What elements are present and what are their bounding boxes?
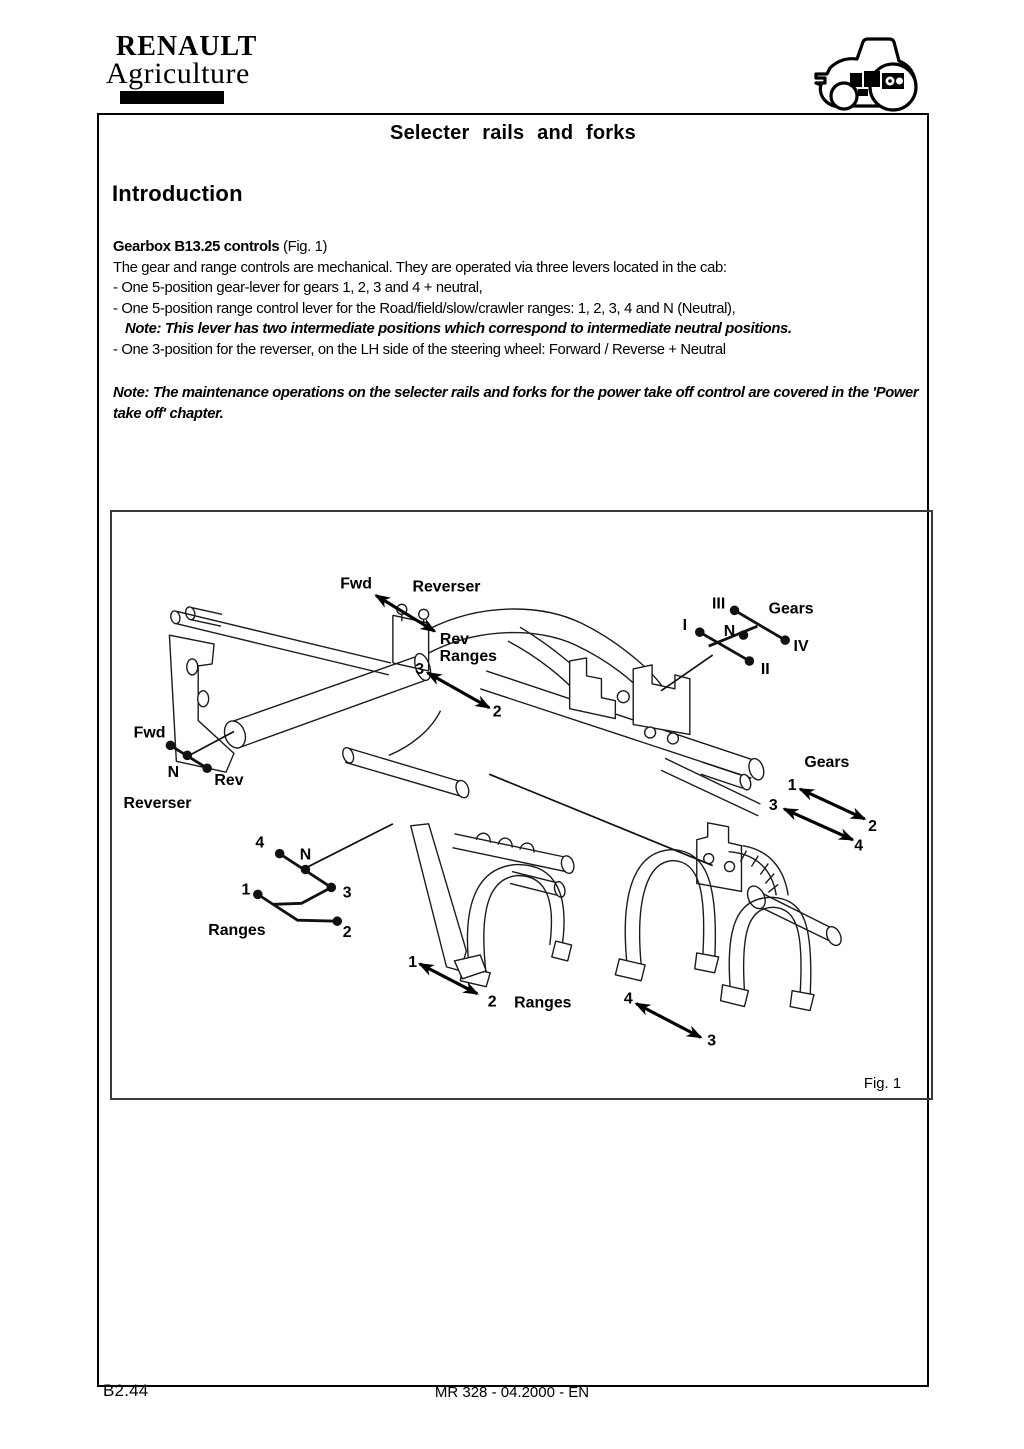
section-heading: Introduction — [112, 181, 243, 206]
intro-bullet-3: - One 3-position for the reverser, on the LH side of the steering wheel: Forward / Reverse + Neutral — [113, 341, 726, 358]
label-ranges-left-4: 4 — [255, 834, 265, 852]
label-gears-right-4: 4 — [854, 837, 864, 855]
label-top-fwd: Fwd — [340, 575, 372, 593]
label-ranges-left-n: N — [299, 846, 312, 864]
label-gears-right: Gears — [804, 754, 850, 772]
label-ranges-left: Ranges — [208, 922, 266, 940]
label-ranges-bottom: Ranges — [514, 994, 572, 1012]
tractor-icon — [806, 26, 926, 118]
label-ranges-br-3: 3 — [707, 1032, 717, 1050]
label-gears-top-n: N — [723, 623, 736, 641]
label-left-reverser: Reverser — [123, 794, 192, 812]
intro-bullet-2: - One 5-position range control lever for the Road/field/slow/crawler ranges: 1, 2, 3, 4 and N (Neutral), — [113, 300, 736, 317]
label-gears-top-iii: III — [712, 595, 726, 613]
logo-line2: Agriculture — [106, 57, 250, 90]
label-top-rev: Rev — [439, 631, 470, 649]
central-selector-assembly — [341, 658, 767, 987]
label-top-reverser: Reverser — [412, 578, 481, 596]
arrow-gears-3-4 — [784, 809, 853, 840]
label-gears-top-i: I — [682, 617, 688, 635]
content-frame — [97, 113, 929, 1387]
figure-labels — [124, 575, 902, 1092]
selector-rails-and-forks-art — [169, 604, 844, 1010]
intro-paragraph: The gear and range controls are mechanical. They are operated via three levers located in the cab: — [113, 259, 727, 276]
figure-1-frame — [110, 510, 933, 1100]
label-top-ranges-2: 2 — [492, 703, 502, 721]
intro-bullet-1: - One 5-position gear-lever for gears 1, 2, 3 and 4 + neutral, — [113, 280, 483, 296]
label-ranges-br-4: 4 — [623, 990, 633, 1008]
label-left-n: N — [167, 764, 180, 782]
right-selector-assembly — [615, 823, 844, 1011]
label-top-ranges: Ranges — [439, 647, 498, 665]
label-ranges-left-1: 1 — [241, 881, 251, 899]
label-gears-right-3: 3 — [768, 796, 778, 814]
label-top-ranges-3: 3 — [415, 660, 425, 678]
logo-line1: RENAULT — [116, 31, 258, 62]
label-left-rev: Rev — [214, 772, 244, 790]
arrow-ranges-bottom-right — [636, 1004, 701, 1038]
intro-text — [113, 237, 919, 360]
maintenance-note: Note: The maintenance operations on the selecter rails and forks for the power take off control are covered in the 'Power take off' chapter. — [113, 385, 919, 422]
figure-1-drawing — [112, 512, 927, 1094]
label-ranges-left-2: 2 — [342, 924, 352, 942]
label-ranges-bottom-2: 2 — [487, 993, 497, 1011]
label-ranges-bottom-1: 1 — [408, 953, 418, 971]
figure-caption: Fig. 1 — [863, 1076, 902, 1093]
label-gears-right-2: 2 — [868, 817, 877, 835]
arrow-ranges-top — [428, 673, 490, 708]
label-gears-right-1: 1 — [787, 777, 797, 795]
label-gears-top-ii: II — [760, 660, 770, 678]
intro-lead — [113, 237, 919, 258]
intro-lead-bold: Gearbox B13.25 controls — [113, 239, 280, 255]
arrow-gears-1-2 — [800, 789, 865, 819]
shift-pattern-ranges-left — [253, 846, 342, 926]
page-title: Selecter rails and forks — [390, 122, 636, 144]
footer-page-number: B2.44 — [103, 1381, 149, 1400]
label-ranges-left-3: 3 — [342, 884, 352, 902]
renault-agriculture-logo — [106, 31, 258, 104]
intro-lead-rest: (Fig. 1) — [279, 239, 328, 255]
intro-bullet-2-note: Note: This lever has two intermediate positions which correspond to intermediate neutral positions. — [125, 321, 792, 337]
label-gears-top: Gears — [768, 600, 814, 618]
label-gears-top-iv: IV — [793, 638, 809, 656]
footer-reference: MR 328 - 04.2000 - EN — [434, 1384, 590, 1401]
label-left-fwd: Fwd — [133, 724, 166, 742]
logo-underline-bar — [120, 91, 224, 104]
